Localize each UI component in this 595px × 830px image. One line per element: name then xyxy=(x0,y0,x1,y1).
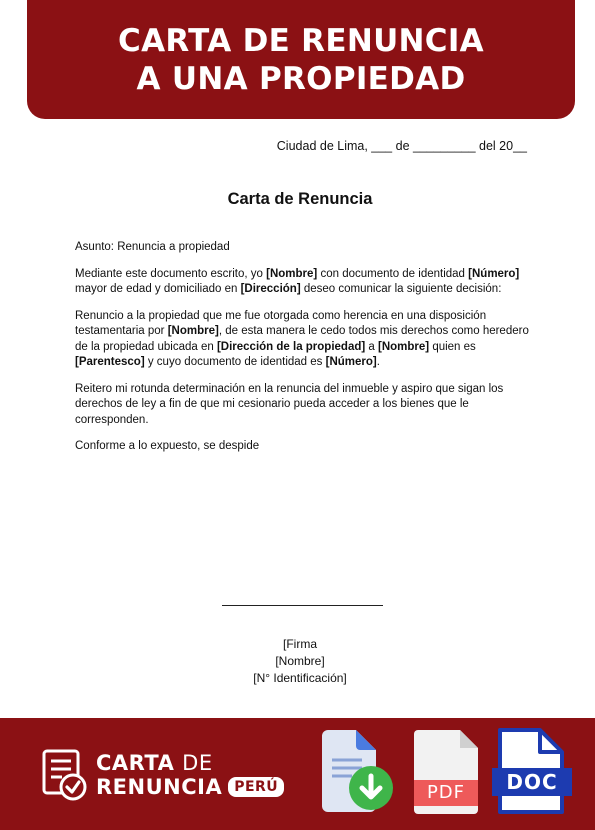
pdf-label: PDF xyxy=(426,782,466,803)
header-title-line2: A UNA PROPIEDAD xyxy=(136,60,466,97)
p1-text: Mediante este documento escrito, yo xyxy=(75,267,267,280)
paragraph-3: Reitero mi rotunda determinación en la renuncia del inmueble y aspiro que sigan los derechos de ley a fin de que mi cesionario pueda acceder a los bienes que le corresponden. xyxy=(75,382,504,426)
header-title-line1: CARTA DE RENUNCIA xyxy=(118,22,484,59)
placeholder-parentesco: [Parentesco] xyxy=(75,356,145,368)
placeholder-direccion-propiedad: [Dirección de la propiedad] xyxy=(216,340,366,353)
p2-text: y cuyo documento de identidad es xyxy=(144,356,326,368)
doc-label: DOC xyxy=(506,770,558,794)
pdf-file-icon[interactable] xyxy=(414,730,478,814)
p2-text: a xyxy=(365,340,378,353)
brand-carta: CARTA xyxy=(96,751,175,775)
signature-firma: [Firma xyxy=(283,637,317,651)
p1-text: mayor de edad y domiciliado en xyxy=(75,283,241,295)
letter-title: Carta de Renuncia xyxy=(227,190,373,208)
p1-text: deseo comunicar la siguiente decisión: xyxy=(300,283,502,295)
signature-line xyxy=(222,605,383,606)
placeholder-direccion: [Dirección] xyxy=(240,283,301,295)
doc-file-icon[interactable] xyxy=(492,728,572,814)
brand-peru-badge: PERÚ xyxy=(228,777,284,797)
document-check-icon xyxy=(42,749,88,801)
placeholder-nombre: [Nombre] xyxy=(266,267,318,280)
closing-line: Conforme a lo expuesto, se despide xyxy=(75,440,260,452)
brand-logo xyxy=(42,749,284,801)
p2-text: . xyxy=(376,356,380,368)
p2-text: , de esta manera le cedo todos mis derechos como heredero de la propiedad ubicada en xyxy=(75,325,529,353)
footer-bar xyxy=(0,718,595,830)
placeholder-numero: [Número] xyxy=(468,267,520,280)
date-line: Ciudad de Lima, ___ de _________ del 20__ xyxy=(276,139,527,153)
download-icon[interactable] xyxy=(318,730,396,814)
signature-block xyxy=(200,636,400,687)
placeholder-nombre: [Nombre] xyxy=(378,340,430,353)
paragraph-2 xyxy=(75,309,535,371)
placeholder-numero: [Número] xyxy=(325,356,377,368)
subject-line: Asunto: Renuncia a propiedad xyxy=(75,241,230,253)
p1-text: con documento de identidad xyxy=(317,267,469,280)
signature-nombre: [Nombre] xyxy=(275,654,325,668)
brand-renuncia: RENUNCIA xyxy=(96,775,223,799)
p2-text: Renuncio a la propiedad que me fue otorgada como herencia en una disposición testamentaria por xyxy=(75,309,487,337)
p2-text: quien es xyxy=(429,340,476,353)
brand-wordmark xyxy=(96,751,284,799)
placeholder-nombre: [Nombre] xyxy=(167,325,219,337)
paragraph-1 xyxy=(75,267,535,298)
brand-de: DE xyxy=(182,751,213,775)
signature-id: [N° Identificación] xyxy=(253,671,347,685)
letter-body xyxy=(75,240,535,466)
header-banner xyxy=(27,0,575,119)
